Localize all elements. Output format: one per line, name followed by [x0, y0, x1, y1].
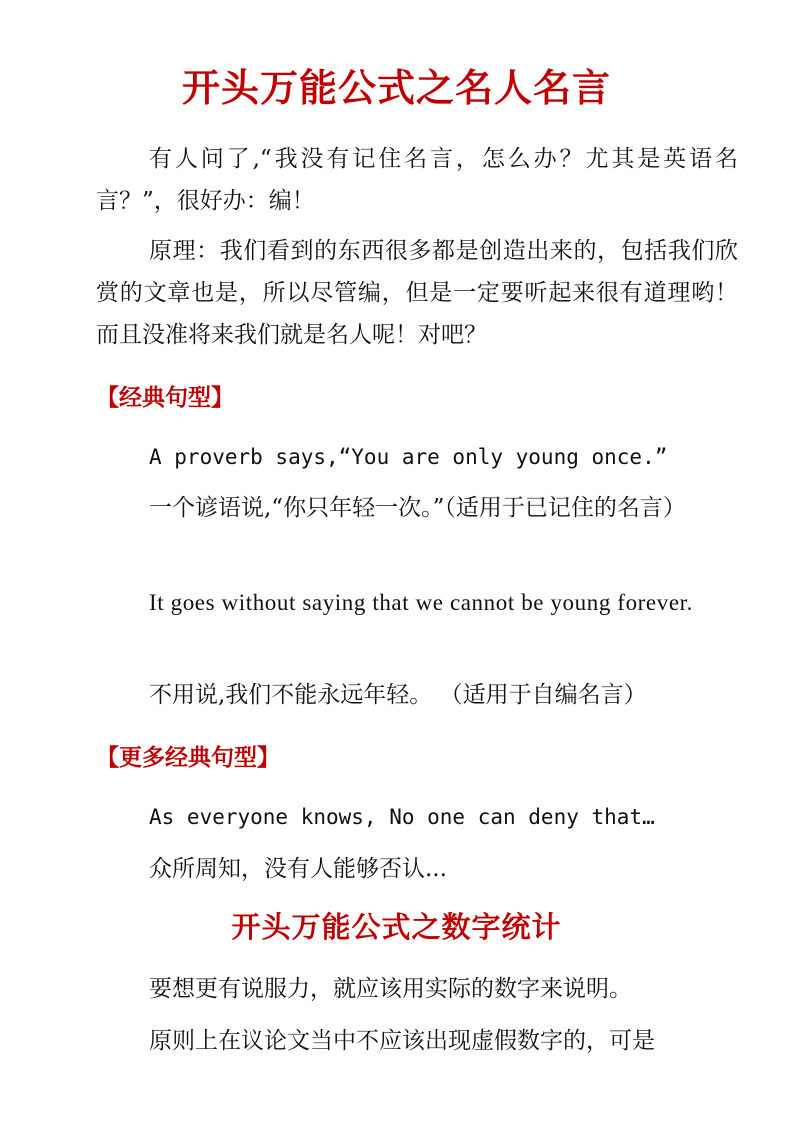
statistics-paragraph-1: 要想更有说服力，就应该用实际的数字来说明。: [149, 976, 632, 1002]
intro-paragraph-1: 有人问了,“我没有记住名言，怎么办？尤其是英语名言？”，很好办：编！: [96, 146, 738, 214]
example-chinese-2: 不用说,我们不能永远年轻。 （适用于自编名言）: [149, 682, 647, 708]
example-chinese-1: 一个谚语说,“你只年轻一次。”（适用于已记住的名言）: [149, 495, 686, 521]
page-title: 开头万能公式之名人名言: [181, 66, 611, 110]
intro-paragraph-2: 原理：我们看到的东西很多都是创造出来的，包括我们欣赏的文章也是，所以尽管编，但是一定要听起来很有道理哟！而且没准将来我们就是名人呢！对吧？: [96, 238, 738, 348]
example-english-1: A proverb says,“You are only young once.”: [149, 445, 668, 469]
more-pattern-chinese: 众所周知，没有人能够否认...: [149, 856, 447, 882]
example-english-2: It goes without saying that we cannot be young forever.: [149, 590, 693, 615]
section-heading-classic-patterns: 【经典句型】: [96, 385, 234, 411]
section-heading-more-patterns: 【更多经典句型】: [96, 745, 280, 771]
more-pattern-english: As everyone knows, No one can deny that…: [149, 805, 655, 829]
section-title-statistics: 开头万能公式之数字统计: [231, 910, 562, 944]
statistics-paragraph-2: 原则上在议论文当中不应该出现虚假数字的，可是: [149, 1028, 655, 1054]
